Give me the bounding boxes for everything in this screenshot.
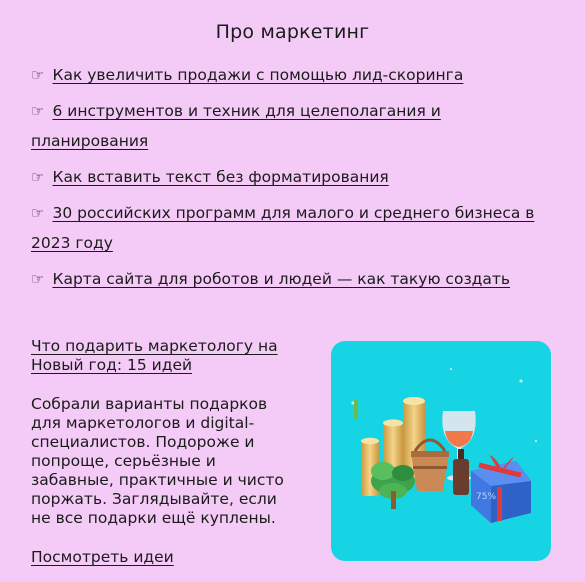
article-link[interactable]: Как увеличить продажи с помощью лид-скоринга	[52, 66, 464, 84]
list-item	[31, 198, 551, 258]
promo-title-link[interactable]: Что подарить маркетологу на Новый год: 15 идей	[31, 337, 278, 374]
gift-box-icon	[471, 455, 531, 523]
list-item	[31, 162, 551, 192]
pointing-hand-icon: ☞	[31, 270, 45, 288]
promo-description: Собрали варианты подарков для маркетологов и digital-специалистов. Подороже и попроще, серьёзные и забавные, практичные и чисто поржать. Заглядывайте, если не все подарки ещё куплены.	[31, 395, 284, 527]
gift-label: 75%	[476, 492, 497, 502]
article-links-list	[31, 60, 551, 300]
bath-bucket-icon	[411, 440, 449, 491]
article-link[interactable]: Карта сайта для роботов и людей — как такую создать	[52, 270, 511, 288]
article-link[interactable]: 6 инструментов и техник для целеполагания и планирования	[31, 102, 441, 150]
list-item	[31, 264, 551, 294]
list-item	[31, 60, 551, 90]
birch-broom-icon	[371, 462, 415, 509]
promo-image[interactable]	[331, 341, 551, 561]
pointing-hand-icon: ☞	[31, 168, 45, 186]
gifts-illustration	[331, 341, 551, 561]
pointing-hand-icon: ☞	[31, 204, 45, 222]
bottle-icon	[453, 449, 469, 495]
see-ideas-link[interactable]: Посмотреть идеи	[31, 548, 174, 566]
pointing-hand-icon: ☞	[31, 66, 45, 84]
article-link[interactable]: 30 российских программ для малого и среднего бизнеса в 2023 году	[31, 204, 535, 252]
article-link[interactable]: Как вставить текст без форматирования	[52, 168, 389, 186]
list-item	[31, 96, 551, 156]
page-title: Про маркетинг	[215, 21, 370, 43]
pointing-hand-icon: ☞	[31, 102, 45, 120]
